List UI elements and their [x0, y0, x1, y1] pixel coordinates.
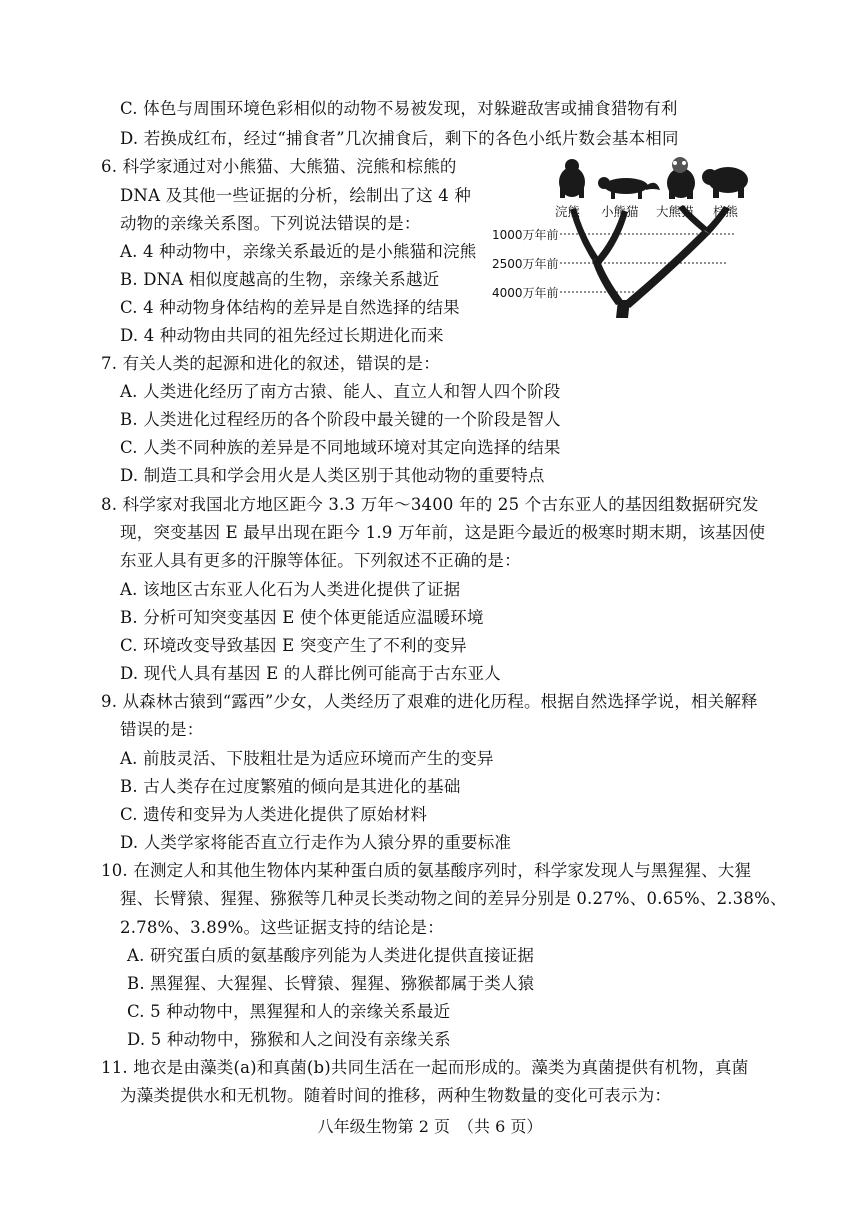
era-label-4000: 4000万年前 [492, 286, 559, 300]
q8-stem-line-1: 8. 科学家对我国北方地区距今 3.3 万年～3400 年的 25 个古东亚人的基因组数据研究发 [101, 495, 759, 514]
q10-option-d: D. 5 种动物中，猕猴和人之间没有亲缘关系 [127, 1030, 451, 1049]
q8-stem-line-2: 现，突变基因 E 最早出现在距今 1.9 万年前，这是距今最近的极寒时期末期，该基因使 [120, 523, 766, 542]
raccoon-icon [559, 159, 585, 198]
q7-option-a: A. 人类进化经历了南方古猿、能人、直立人和智人四个阶段 [120, 382, 561, 401]
label-raccoon: 浣熊 [555, 204, 581, 219]
q5-option-d: D. 若换成红布，经过“捕食者”几次捕食后，剩下的各色小纸片数会基本相同 [120, 129, 679, 148]
q9-option-a: A. 前肢灵活、下肢粗壮是为适应环境而产生的变异 [120, 749, 494, 768]
q6-option-b: B. DNA 相似度越高的生物，亲缘关系越近 [120, 270, 440, 289]
q8-option-c: C. 环境改变导致基因 E 突变产生了不利的变异 [120, 636, 467, 655]
red-panda-icon [598, 177, 660, 199]
q9-option-c: C. 遗传和变异为人类进化提供了原始材料 [120, 805, 428, 824]
q11-stem-line-2: 为藻类提供水和无机物。随着时间的推移，两种生物数量的变化可表示为： [120, 1086, 672, 1105]
q7-stem: 7. 有关人类的起源和进化的叙述，错误的是： [101, 354, 440, 373]
q9-stem-line-2: 错误的是： [120, 720, 204, 739]
q6-stem-line-2: DNA 及其他一些证据的分析，绘制出了这 4 种 [120, 186, 472, 205]
q8-option-d: D. 现代人具有基因 E 的人群比例可能高于古东亚人 [120, 664, 501, 683]
q6-stem-line-1: 6. 科学家通过对小熊猫、大熊猫、浣熊和棕熊的 [101, 157, 457, 176]
q10-option-c: C. 5 种动物中，黑猩猩和人的亲缘关系最近 [127, 1002, 451, 1021]
q7-option-c: C. 人类不同种族的差异是不同地域环境对其定向选择的结果 [120, 438, 561, 457]
tree-branches [570, 205, 730, 318]
q10-option-b: B. 黑猩猩、大猩猩、长臂猿、猩猩、猕猴都属于类人猿 [127, 974, 535, 993]
q9-stem-line-1: 9. 从森林古猿到“露西”少女，人类经历了艰难的进化历程。根据自然选择学说，相关解释 [101, 692, 758, 711]
q11-stem-line-1: 11. 地衣是由藻类(a)和真菌(b)共同生活在一起而形成的。藻类为真菌提供有机物，真菌 [101, 1058, 749, 1077]
giant-panda-icon [667, 157, 695, 199]
q8-option-b: B. 分析可知突变基因 E 使个体更能适应温暖环境 [120, 608, 484, 627]
q7-option-d: D. 制造工具和学会用火是人类区别于其他动物的重要特点 [120, 466, 545, 485]
q9-option-d: D. 人类学家将能否直立行走作为人猿分界的重要标准 [120, 833, 512, 852]
q10-stem-line-1: 10. 在测定人和其他生物体内某种蛋白质的氨基酸序列时，科学家发现人与黑猩猩、大猩 [101, 861, 752, 880]
q8-option-a: A. 该地区古东亚人化石为人类进化提供了证据 [120, 580, 461, 599]
q6-option-c: C. 4 种动物身体结构的差异是自然选择的结果 [120, 298, 460, 317]
q7-option-b: B. 人类进化过程经历的各个阶段中最关键的一个阶段是智人 [120, 410, 561, 429]
q10-stem-line-2: 猩、长臂猿、猩猩、猕猴等几种灵长类动物之间的差异分别是 0.27%、0.65%、2.38%、 [120, 889, 787, 908]
phylogeny-figure [488, 150, 748, 325]
q6-option-a: A. 4 种动物中，亲缘关系最近的是小熊猫和浣熊 [120, 242, 477, 261]
era-label-2500: 2500万年前 [492, 257, 559, 271]
q10-stem-line-3: 2.78%、3.89%。这些证据支持的结论是： [120, 918, 444, 937]
q10-option-a: A. 研究蛋白质的氨基酸序列能为人类进化提供直接证据 [127, 946, 535, 965]
brown-bear-icon [702, 167, 748, 198]
era-label-1000: 1000万年前 [492, 228, 559, 242]
q8-stem-line-3: 东亚人具有更多的汗腺等体征。下列叙述不正确的是： [120, 551, 521, 570]
q6-stem-line-3: 动物的亲缘关系图。下列说法错误的是： [120, 214, 421, 233]
q5-option-c: C. 体色与周围环境色彩相似的动物不易被发现，对躲避敌害或捕食猎物有利 [120, 99, 678, 118]
label-red-panda: 小熊猫 [601, 204, 639, 219]
q6-option-d: D. 4 种动物由共同的祖先经过长期进化而来 [120, 326, 444, 345]
q9-option-b: B. 古人类存在过度繁殖的倾向是其进化的基础 [120, 777, 461, 796]
label-giant-panda: 大熊猫 [656, 204, 694, 219]
label-brown-bear: 棕熊 [713, 204, 739, 219]
page-footer: 八年级生物第 2 页 （共 6 页） [317, 1117, 543, 1136]
